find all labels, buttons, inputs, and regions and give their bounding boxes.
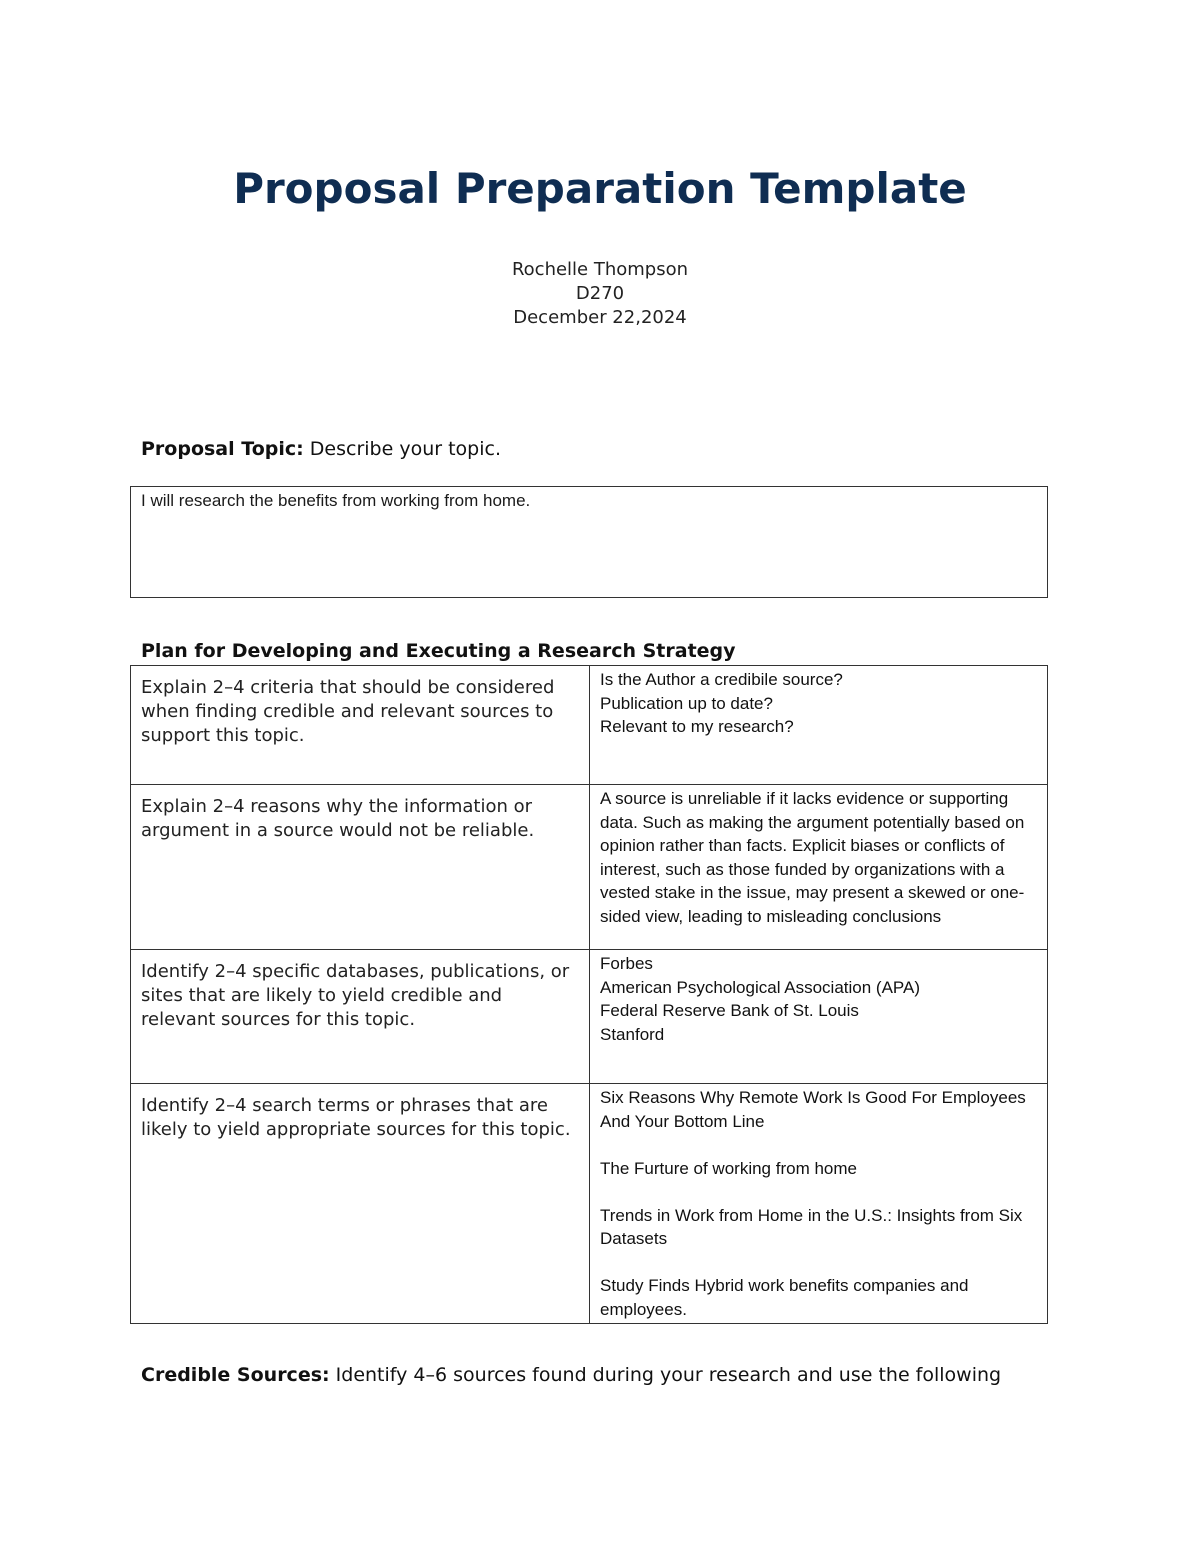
table-row xyxy=(131,950,1048,1084)
answer-line: Federal Reserve Bank of St. Louis xyxy=(600,1001,859,1020)
answer-line: The Furture of working from home xyxy=(600,1158,857,1178)
proposal-topic-answer-box[interactable] xyxy=(130,486,1048,598)
proposal-topic-line xyxy=(141,438,501,460)
proposal-topic-prompt: Describe your topic. xyxy=(303,438,501,460)
search-terms-answer-cell[interactable] xyxy=(590,1084,1048,1324)
table-row xyxy=(131,1084,1048,1324)
credible-sources-prompt: Identify 4–6 sources found during your research and use the following xyxy=(329,1364,1002,1386)
table-row xyxy=(131,666,1048,785)
proposal-topic-label: Proposal Topic: xyxy=(141,438,304,460)
research-plan-heading: Plan for Developing and Executing a Research Strategy xyxy=(141,640,736,662)
proposal-topic-answer: I will research the benefits from working from home. xyxy=(141,491,531,510)
answer-line: Publication up to date? xyxy=(600,693,773,713)
answer-line: American Psychological Association (APA) xyxy=(600,977,920,997)
table-row xyxy=(131,785,1048,950)
document-date: December 22,2024 xyxy=(513,307,687,328)
course-code: D270 xyxy=(575,283,625,304)
document-meta xyxy=(0,258,1200,330)
answer-line: Forbes xyxy=(600,954,653,973)
criteria-question: Explain 2–4 criteria that should be considered when finding credible and relevant sources to support this topic. xyxy=(131,666,590,785)
author-name: Rochelle Thompson xyxy=(511,259,689,280)
databases-question: Identify 2–4 specific databases, publications, or sites that are likely to yield credible and relevant sources for this topic. xyxy=(131,950,590,1084)
answer-line: Trends in Work from Home in the U.S.: Insights from Six Datasets xyxy=(600,1205,1023,1248)
unreliable-answer-cell[interactable] xyxy=(590,785,1048,950)
document-title: Proposal Preparation Template xyxy=(233,164,967,213)
answer-line: Is the Author a credibile source? xyxy=(600,670,843,689)
answer-line: Stanford xyxy=(600,1024,665,1044)
spacer xyxy=(600,1180,1037,1204)
research-plan-table xyxy=(130,665,1048,1324)
spacer xyxy=(600,1133,1037,1157)
search-terms-question: Identify 2–4 search terms or phrases that are likely to yield appropriate sources for this topic. xyxy=(131,1084,590,1324)
credible-sources-label: Credible Sources: xyxy=(141,1364,330,1386)
criteria-answer-cell[interactable] xyxy=(590,666,1048,785)
answer-line: A source is unreliable if it lacks evidence or supporting data. Such as making the argument potentially based on opinion rather than facts. Explicit biases or conflicts of interest, such as those funded by organizations with a vested stake in the issue, may present a skewed or one-sided view, leading to misleading conclusions xyxy=(600,789,1025,926)
answer-line: Six Reasons Why Remote Work Is Good For Employees And Your Bottom Line xyxy=(600,1088,1026,1131)
unreliable-question: Explain 2–4 reasons why the information or argument in a source would not be reliable. xyxy=(131,785,590,950)
answer-line: Relevant to my research? xyxy=(600,717,794,736)
credible-sources-line xyxy=(141,1364,1001,1386)
spacer xyxy=(600,1251,1037,1275)
answer-line: Study Finds Hybrid work benefits companies and employees. xyxy=(600,1276,969,1319)
databases-answer-cell[interactable] xyxy=(590,950,1048,1084)
